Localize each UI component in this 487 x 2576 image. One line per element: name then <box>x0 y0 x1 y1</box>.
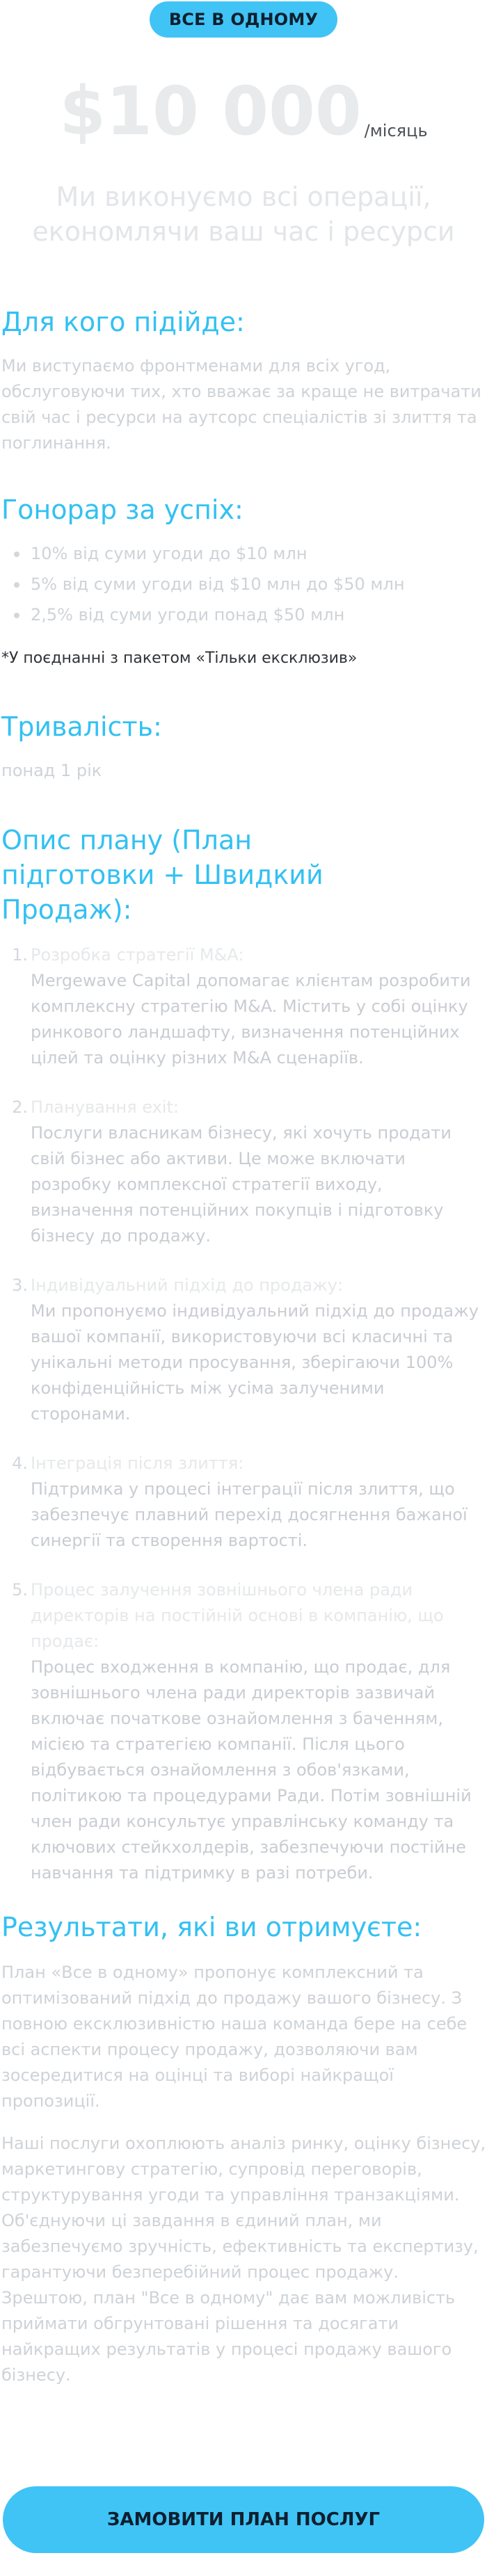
cta-container <box>0 2486 487 2553</box>
step-text: Послуги власникам бізнесу, які хочуть продати свій бізнес або активи. Це може включати розробку комплексної стратегії виходу, визначення потенційних покупців і підготовку бізнесу до продажу. <box>31 1123 452 1246</box>
fee-list <box>1 538 487 630</box>
fee-item: 2,5% від суми угоди понад $50 млн <box>18 599 487 630</box>
step-number: 4. <box>12 1454 28 1473</box>
fee-note: *У поєднанні з пакетом «Тільки ексклюзив» <box>1 650 358 667</box>
step-title: Процес залучення зовнішнього члена ради директорів на постійній основі в компанію, що продає: <box>31 1580 444 1651</box>
plan-steps <box>1 942 487 1886</box>
duration-title: Тривалість: <box>1 711 162 742</box>
plan-title: Опис плану (План підготовки + Швидкий Продаж): <box>1 825 324 925</box>
step-text: Підтримка у процесі інтеграції після злиття, що забезпечує плавний перехід досягнення бажаної синергії та створення вартості. <box>31 1479 468 1550</box>
step-title: Розробка стратегії M&A: <box>31 945 244 965</box>
step-number: 2. <box>12 1097 28 1117</box>
step-text: Ми пропонуємо індивідуальний підхід до продажу вашої компанії, використовуючи всі класичні та унікальні методи просування, зберігаючи 100% конфіденційність між усіма залученими сторонами. <box>31 1301 479 1424</box>
price-period: /місяць <box>364 121 428 140</box>
plan-step <box>1 942 487 1071</box>
price-amount: $10 000 <box>59 72 362 150</box>
step-title: Індивідуальний підхід до продажу: <box>31 1275 344 1295</box>
duration-section <box>0 709 487 784</box>
plan-step <box>1 1451 487 1554</box>
fee-section <box>0 492 487 670</box>
fee-item: 10% від суми угоди до $10 млн <box>18 538 487 569</box>
audience-title: Для кого підійде: <box>1 307 245 337</box>
duration-text: понад 1 рік <box>1 761 102 780</box>
fee-title: Гонорар за успіх: <box>1 494 244 525</box>
step-number: 1. <box>12 945 28 965</box>
step-number: 3. <box>12 1275 28 1295</box>
audience-text: Ми виступаємо фронтменами для всіх угод, обслуговуючи тих, хто вважає за краще не витрачати свій час і ресурси на аутсорс спеціалістів зі злиття та поглинання. <box>1 356 481 453</box>
fee-item: 5% від суми угоди від $10 млн до $50 млн <box>18 569 487 599</box>
plan-step <box>1 1095 487 1249</box>
results-section <box>0 1910 487 2388</box>
results-title: Результати, які ви отримуєте: <box>1 1912 422 1942</box>
order-plan-button[interactable]: ЗАМОВИТИ ПЛАН ПОСЛУГ <box>3 2486 484 2553</box>
step-number: 5. <box>12 1580 28 1600</box>
badge-container <box>0 0 487 38</box>
plan-tagline: Ми виконуємо всі операції, економлячи ваш час і ресурси <box>32 182 455 247</box>
step-text: Mergewave Capital допомагає клієнтам розробити комплексну стратегію M&A. Містить у собі оцінку ринкового ландшафту, визначення потенційних цілей та оцінку різних M&A сценаріїв. <box>31 971 471 1068</box>
plan-step <box>1 1577 487 1886</box>
plan-section <box>0 823 487 1886</box>
step-text: Процес входження в компанію, що продає, для зовнішнього члена ради директорів зазвичай включає початкове ознайомлення з баченням, місією та стратегією компанії. Після цього відбувається ознайомлення з обов'язками, політикою та процедурами Ради. Потім зовнішній член ради консультує управлінську команду та ключових стейкхолдерів, забезпечуючи постійне навчання та підтримку в разі потреби. <box>31 1657 472 1883</box>
audience-section <box>0 305 487 456</box>
step-title: Інтеграція після злиття: <box>31 1454 244 1473</box>
price-row <box>0 72 487 154</box>
results-paragraph: Наші послуги охоплюють аналіз ринку, оцінку бізнесу, маркетингову стратегію, супровід переговорів, структурування угоди та управління транзакціями. Об'єднуючи ці завдання в єдиний план, ми забезпечуємо зручність, ефективність та експертизу, гарантуючи безперебійний процес продажу. Зрештою, план "Все в одному" дає вам можливість приймати обгрунтовані рішення та досягати найкращих результатів у процесі продажу вашого бізнесу. <box>1 2134 486 2385</box>
plan-step <box>1 1273 487 1427</box>
plan-badge: ВСЕ В ОДНОМУ <box>150 1 337 38</box>
step-title: Планування exit: <box>31 1097 179 1117</box>
results-paragraph: План «Все в одному» пропонує комплексний та оптимізований підхід до продажу вашого бізнесу. З повною ексклюзивністю наша команда бере на себе всі аспекти процесу продажу, дозволяючи вам зосередитися на оцінці та виборі найкращої пропозиції. <box>1 1963 468 2111</box>
